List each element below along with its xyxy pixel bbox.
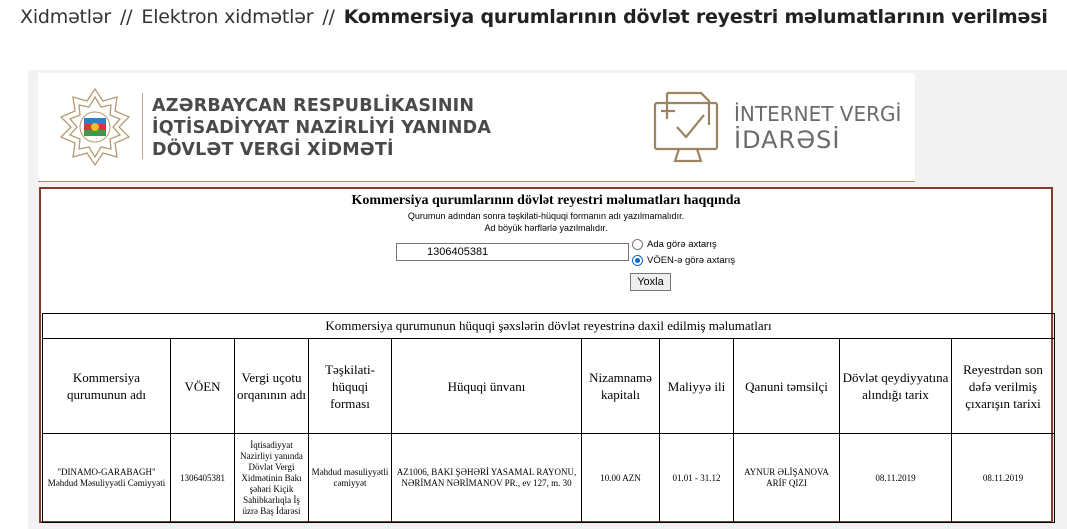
breadcrumb-separator: //	[322, 6, 335, 28]
monitor-checkmark-icon	[653, 91, 723, 165]
column-header: Vergi uçotu orqanının adı	[235, 339, 309, 434]
radio-label: Ada görə axtarış	[647, 239, 717, 250]
breadcrumb-separator: //	[119, 6, 133, 28]
column-header: Qanuni təmsilçi	[734, 339, 840, 434]
azerbaijan-emblem-icon	[55, 87, 135, 167]
column-header: VÖEN	[171, 339, 235, 434]
breadcrumb-current: Kommersiya qurumlarının dövlət reyestri məlumatlarının verilməsi	[343, 6, 1048, 28]
radio-button[interactable]	[632, 255, 643, 266]
table-row	[43, 434, 1055, 523]
cell-voen: 1306405381	[171, 434, 235, 523]
internet-tax-office-title	[734, 101, 901, 153]
radio-search-by-voen[interactable]	[632, 255, 735, 266]
cell-fiscal-year: 01.01 - 31.12	[660, 434, 734, 523]
results-table	[42, 313, 1055, 523]
cell-last-extract-date: 08.11.2019	[952, 434, 1055, 523]
cell-representative: AYNUR ƏLİŞANOVA ARİF QIZI	[734, 434, 840, 523]
cell-company-name: "DINAMO-GARABAGH" Məhdud Məsuliyyətli Cəmiyyəti	[43, 434, 171, 523]
search-input[interactable]	[396, 243, 629, 261]
ivi-line-1: İNTERNET VERGİ	[734, 102, 902, 126]
gov-line-2: İQTİSADİYYAT NAZİRLİYİ YANINDA	[152, 118, 492, 138]
check-button[interactable]: Yoxla	[630, 273, 671, 291]
form-note: Ad böyük hərflərlə yazılmalıdır.	[484, 223, 608, 233]
radio-label: VÖEN-ə görə axtarış	[647, 255, 736, 266]
radio-button[interactable]	[632, 239, 643, 250]
breadcrumb-item-services[interactable]: Xidmətlər	[20, 6, 111, 28]
column-header: Reyestrdən son dəfə verilmiş çıxarışın tarixi	[952, 339, 1055, 434]
gov-line-3: DÖVLƏT VERGİ XİDMƏTİ	[152, 140, 394, 160]
registry-search-form	[39, 187, 1053, 523]
cell-capital: 10.00 AZN	[582, 434, 660, 523]
ivi-line-2: İDARƏSİ	[734, 126, 841, 154]
cell-registration-date: 08.11.2019	[840, 434, 952, 523]
gov-line-1: AZƏRBAYCAN RESPUBLİKASININ	[152, 96, 475, 116]
cell-legal-address: AZ1006, BAKI ŞƏHƏRİ YASAMAL RAYONU, NƏRİMAN NƏRİMANOV PR., ev 127, m. 30	[392, 434, 582, 523]
form-note: Qurumun adından sonra təşkilati-hüquqi formanın adı yazılmamalıdır.	[407, 211, 685, 221]
column-header: Kommersiya qurumunun adı	[43, 339, 171, 434]
column-header: Hüquqi ünvanı	[392, 339, 582, 434]
column-header: Dövlət qeydiyyatına alındığı tarix	[840, 339, 952, 434]
cell-tax-authority: İqtisadiyyat Nazirliyi yanında Dövlət Vergi Xidmətinin Bakı şəhəri Kiçik Sahibkarlıqla İş üzrə Baş İdarəsi	[235, 434, 309, 523]
radio-search-by-name[interactable]	[632, 239, 717, 250]
results-caption: Kommersiya qurumunun hüquqi şəxslərin dövlət reyestrinə daxil edilmiş məlumatları	[43, 314, 1055, 339]
column-header: Nizamnamə kapitalı	[582, 339, 660, 434]
header-banner	[38, 73, 915, 182]
breadcrumb-item-electronic-services[interactable]: Elektron xidmətlər	[141, 6, 314, 28]
cell-legal-form: Məhdud məsuliyyətli cəmiyyət	[309, 434, 392, 523]
government-name	[152, 95, 491, 161]
column-header: Maliyyə ili	[660, 339, 734, 434]
column-header: Təşkilati-hüquqi forması	[309, 339, 392, 434]
table-header-row	[43, 339, 1055, 434]
form-title: Kommersiya qurumlarının dövlət reyestri məlumatları haqqında	[351, 193, 741, 208]
breadcrumb	[20, 6, 1048, 32]
header-divider	[142, 93, 143, 159]
